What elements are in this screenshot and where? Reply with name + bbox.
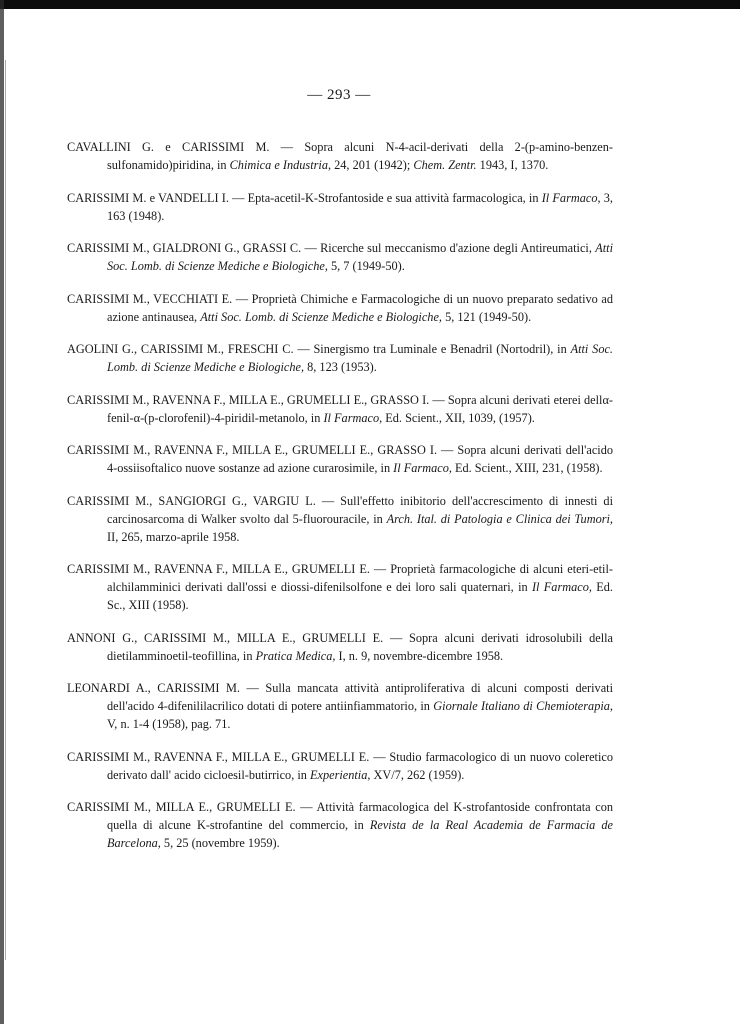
reference-text: CARISSIMI M., MILLA E., GRUMELLI E. — Attività farmacologica del K-strofantoside confrontata con quella di alcune K-strofantine del commercio, in — [67, 800, 613, 832]
reference-details: V, n. 1-4 (1958), pag. 71. — [107, 717, 231, 731]
journal-title: Il Farmaco, — [393, 461, 452, 475]
journal-title: Arch. Ital. di Patologia e Clinica dei Tumori, — [386, 511, 613, 526]
reference-item — [67, 138, 613, 174]
reference-text: ANNONI G., CARISSIMI M., MILLA E., GRUMELLI E. — Sopra alcuni derivati idrosolubili della dietilamminoetil-teofillina, in — [67, 630, 613, 663]
reference-details: I, n. 9, novembre-dicembre 1958. — [335, 648, 504, 663]
reference-details: 5, 121 (1949-50). — [442, 309, 532, 324]
reference-item — [67, 679, 613, 733]
reference-item — [67, 629, 613, 665]
reference-details: 5, 25 (novembre 1959). — [160, 836, 280, 850]
reference-item — [67, 441, 613, 477]
journal-title: Atti Soc. Lomb. di Scienze Mediche e Biologiche, — [107, 241, 613, 273]
reference-item — [67, 391, 613, 427]
journal-title: Chimica e Industria, — [229, 158, 332, 172]
journal-title: Il Farmaco, — [541, 190, 601, 205]
scan-left-edge — [0, 0, 4, 1024]
journal-title: Atti Soc. Lomb. di Scienze Mediche e Biologiche, — [200, 309, 442, 324]
reference-text: CARISSIMI M., VECCHIATI E. — Proprietà Chimiche e Farmacologiche di un nuovo preparato sedativo ad azione antinausea, — [67, 291, 613, 324]
journal-title: Il Farmaco, — [323, 410, 383, 425]
reference-item — [67, 290, 613, 326]
reference-details-secondary: 1943, I, 1370. — [476, 158, 549, 172]
reference-item — [67, 239, 613, 275]
reference-item — [67, 189, 613, 225]
reference-details: Ed. Scient., XIII, 231, (1958). — [451, 461, 603, 475]
page-number: — 293 — — [307, 87, 371, 103]
reference-item — [67, 560, 613, 614]
reference-details: Ed. Scient., XII, 1039, (1957). — [382, 410, 535, 425]
journal-title: Experientia, — [310, 767, 371, 782]
reference-details: 8, 123 (1953). — [304, 360, 377, 374]
reference-item — [67, 492, 613, 546]
scan-binding-line — [5, 60, 6, 960]
reference-details: II, 265, marzo-aprile 1958. — [107, 529, 240, 544]
reference-list — [67, 138, 613, 867]
reference-details: 24, 201 (1942); — [331, 158, 414, 172]
reference-text: AGOLINI G., CARISSIMI M., FRESCHI C. — Sinergismo tra Luminale e Benadril (Nortodril), in — [67, 342, 571, 356]
journal-title-secondary: Chem. Zentr. — [413, 158, 477, 172]
reference-text: CARISSIMI M., GIALDRONI G., GRASSI C. — Ricerche sul meccanismo d'azione degli Antireumatici, — [67, 241, 596, 255]
reference-text: CARISSIMI M., RAVENNA F., MILLA E., GRUMELLI E., GRASSO I. — Sopra alcuni derivati dell'acido 4-ossiisoftalico nuove sostanze ad azione curarosimile, in — [67, 443, 613, 475]
reference-details: Ed. Sc., XIII (1958). — [107, 580, 613, 612]
journal-title: Revista de la Real Academia de Farmacia de Barcelona, — [107, 818, 613, 850]
reference-details: XV/7, 262 (1959). — [370, 767, 465, 782]
reference-item — [67, 748, 613, 784]
reference-item — [67, 798, 613, 852]
journal-title: Il Farmaco, — [531, 580, 592, 594]
reference-text: CARISSIMI M., RAVENNA F., MILLA E., GRUMELLI E. — Studio farmacologico di un nuovo coleretico derivato dall' acido cicloesil-butirrico, in — [67, 749, 613, 782]
reference-text: CARISSIMI M. e VANDELLI I. — Epta-acetil-K-Strofantoside e sua attività farmacologica, in — [67, 190, 542, 205]
reference-details: 5, 7 (1949-50). — [327, 259, 405, 273]
journal-title: Pratica Medica, — [255, 648, 336, 663]
reference-item — [67, 340, 613, 376]
reference-text: CARISSIMI M., RAVENNA F., MILLA E., GRUMELLI E. — Proprietà farmacologiche di alcuni eteri-etil-alchilamminici derivati dall'ossi e diossi-difenilsolfone e dei loro sali quaternari, in — [67, 562, 613, 594]
reference-text: CARISSIMI M., SANGIORGI G., VARGIU L. — Sull'effetto inibitorio dell'accrescimento di innesti di carcinosarcoma di Walker svolto dal 5-fluorouracile, in — [67, 493, 613, 526]
journal-title: Atti Soc. Lomb. di Scienze Mediche e Biologiche, — [107, 342, 613, 374]
journal-title: Giornale Italiano di Chemioterapia, — [433, 699, 613, 713]
reference-text: CAVALLINI G. e CARISSIMI M. — Sopra alcuni N-4-acil-derivati della 2-(p-amino-benzen-sulfonamido)piridina, in — [67, 140, 613, 172]
scan-top-edge — [0, 0, 740, 9]
reference-text: LEONARDI A., CARISSIMI M. — Sulla mancata attività antiproliferativa di alcuni composti derivati dell'acido 4-difenililacrilico dotati di potere antiinfiammatorio, in — [67, 681, 613, 713]
reference-text: CARISSIMI M., RAVENNA F., MILLA E., GRUMELLI E., GRASSO I. — Sopra alcuni derivati eterei dellα-fenil-α-(p-clorofenil)-4-piridil-metanolo, in — [67, 392, 613, 425]
reference-details: 3, 163 (1948). — [107, 190, 613, 223]
